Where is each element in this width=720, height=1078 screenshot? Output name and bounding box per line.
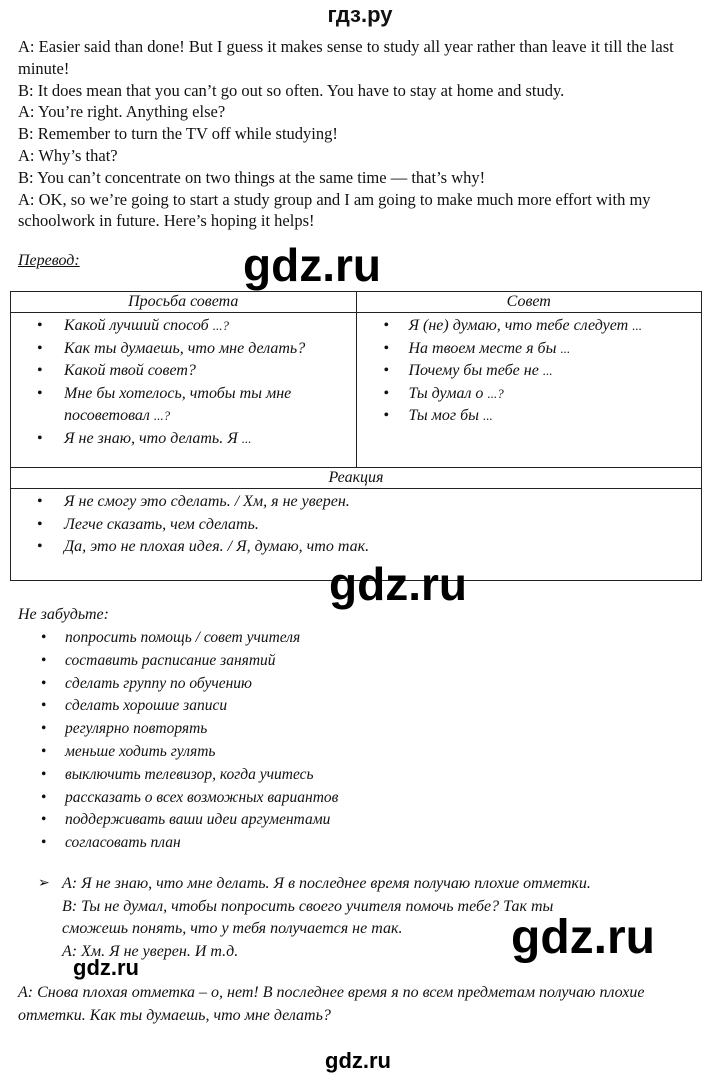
dialog-line: B: You can’t concentrate on two things at the same time — that’s why! xyxy=(18,167,486,187)
dialog-line: A: Why’s that? xyxy=(18,145,118,165)
list-item: • Какой лучший способ ...? xyxy=(11,315,356,338)
arrow-bullet-icon: ➢ xyxy=(38,876,50,891)
dialog-line: A: OK, so we’re going to start a study group and I am going to make much more effort with my schoolwork in future. Here’s hoping it helps! xyxy=(18,189,651,231)
watermark: gdz.ru xyxy=(243,239,381,291)
table-header-advice: Совет xyxy=(356,292,702,313)
reminder-title: Не забудьте: xyxy=(18,606,109,623)
list-item: • рассказать о всех возможных вариантов xyxy=(18,787,338,810)
list-item: • Я не знаю, что делать. Я ... xyxy=(11,428,356,451)
final-paragraph: A: Снова плохая отметка – о, нет! В последнее время я по всем предметам получаю плохие отметки. Как ты думаешь, что мне делать? xyxy=(18,984,645,1024)
advice-cell xyxy=(356,313,702,468)
list-item: • Да, это не плохая идея. / Я, думаю, что так. xyxy=(11,536,701,559)
list-item: • выключить телевизор, когда учитесь xyxy=(18,764,338,787)
list-item: • Мне бы хотелось, чтобы ты мне посоветовал ...? xyxy=(11,383,356,428)
list-item: • Почему бы тебе не ... xyxy=(357,360,702,383)
list-item: • согласовать план xyxy=(18,832,338,855)
list-item: • составить расписание занятий xyxy=(18,650,338,673)
example-line: B: Ты не думал, чтобы попросить своего учителя помочь тебе? Так ты xyxy=(62,897,554,915)
example-line: A: Хм. Я не уверен. И т.д. xyxy=(62,942,239,960)
list-item: • меньше ходить гулять xyxy=(18,741,338,764)
list-item: • Легче сказать, чем сделать. xyxy=(11,514,701,537)
list-item: • поддерживать ваши идеи аргументами xyxy=(18,809,338,832)
list-item: • На твоем месте я бы ... xyxy=(357,338,702,361)
list-item: • Я не смогу это сделать. / Хм, я не уверен. xyxy=(11,491,701,514)
dialog-line: B: It does mean that you can’t go out so often. You have to stay at home and study. xyxy=(18,80,565,100)
table-header-reaction: Реакция xyxy=(11,468,702,489)
reminder-list xyxy=(18,627,338,855)
example-line: сможешь понять, что у тебя получается не так. xyxy=(62,920,403,937)
dialog-line: A: You’re right. Anything else? xyxy=(18,102,226,122)
advice-table xyxy=(10,291,702,581)
watermark: gdz.ru xyxy=(73,955,139,980)
watermark: gdz.ru xyxy=(329,558,467,610)
list-item: • Ты мог бы ... xyxy=(357,405,702,428)
list-item: • Какой твой совет? xyxy=(11,360,356,383)
list-item: • Ты думал о ...? xyxy=(357,383,702,406)
list-item: • Как ты думаешь, что мне делать? xyxy=(11,338,356,361)
watermark: gdz.ru xyxy=(325,1048,391,1073)
dialog-line: A: Easier said than done! But I guess it makes sense to study all year rather than leave it till the last minute! xyxy=(18,37,674,78)
ask-advice-cell xyxy=(11,313,357,468)
list-item: • сделать хорошие записи xyxy=(18,695,338,718)
watermark: gdz.ru xyxy=(511,911,655,964)
list-item: • попросить помощь / совет учителя xyxy=(18,627,338,650)
example-line: A: Я не знаю, что мне делать. Я в последнее время получаю плохие отметки. xyxy=(62,875,591,892)
translation-label: Перевод: xyxy=(18,252,80,269)
english-dialog xyxy=(18,36,708,232)
list-item: • регулярно повторять xyxy=(18,718,338,741)
list-item: • сделать группу по обучению xyxy=(18,673,338,696)
dialog-line: B: Remember to turn the TV off while studying! xyxy=(18,124,338,144)
table-header-ask-advice: Просьба совета xyxy=(11,292,357,313)
page-header-title: гдз.ру xyxy=(327,2,393,27)
list-item: • Я (не) думаю, что тебе следует ... xyxy=(357,315,702,338)
